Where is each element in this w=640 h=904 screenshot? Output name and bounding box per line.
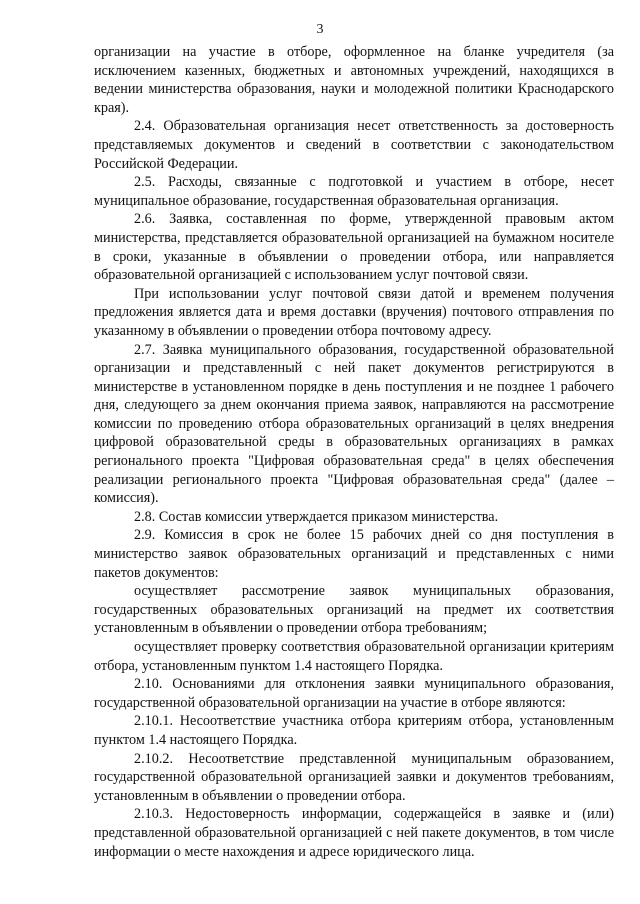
paragraph-2-10-3: 2.10.3. Недостоверность информации, содержащейся в заявке и (или) представленной образовательной организацией с ней пакете документов, в том числе информации о месте нахождения и адресе юридического лица. [94,806,614,860]
paragraph-2-4: 2.4. Образовательная организация несет ответственность за достоверность представляемых документов и сведений в соответствии с законодательством Российской Федерации. [94,118,614,172]
paragraph-2-8: 2.8. Состав комиссии утверждается приказом министерства. [134,508,499,525]
paragraph-continuation: организации на участие в отборе, оформленное на бланке учредителя (за исключением казенных, бюджетных и автономных учреждений, находящихся в ведении министерства образования, науки и молодежной политики Краснодарского края). [94,44,614,116]
paragraph-postal-receipt: При использовании услуг почтовой связи датой и временем получения предложения является дата и время доставки (вручения) почтового отправления по указанному в объявлении о проведении отбора почтовому адресу. [94,285,614,339]
paragraph-2-9-review: осуществляет рассмотрение заявок муниципальных образования, государственных образовательных организаций на предмет их соответствия установленным в объявлении о проведении отбора требованиям; [94,583,614,637]
paragraph-2-7: 2.7. Заявка муниципального образования, государственной образовательной организации и представленный с ней пакет документов регистрируются в министерстве в установленном порядке в день поступления и не позднее 1 рабочего дня, следующего за днем окончания приема заявок, направляются на рассмотрение комиссии по проведению отбора образовательных организаций в целях внедрения цифровой образовательной среды в образовательных организациях в рамках регионального проекта "Цифровая образовательная среда" в целях обеспечения реализации регионального проекта "Цифровая образовательная среда" (далее – комиссия). [94,341,614,507]
paragraph-2-5: 2.5. Расходы, связанные с подготовкой и участием в отборе, несет муниципальное образование, государственная образовательная организация. [94,174,614,209]
paragraph-2-9-check: осуществляет проверку соответствия образовательной организации критериям отбора, установленным пунктом 1.4 настоящего Порядка. [94,639,614,674]
paragraph-2-10: 2.10. Основаниями для отклонения заявки муниципального образования, государственной образовательной организации на участие в отборе являются: [94,676,614,711]
document-body [94,43,614,861]
paragraph-2-6: 2.6. Заявка, составленная по форме, утвержденной правовым актом министерства, представляется образовательной организацией на бумажном носителе в сроки, указанные в объявлении о проведении отбора, или направляется образовательной организацией с использованием услуг почтовой связи. [94,211,614,284]
paragraph-2-10-1: 2.10.1. Несоответствие участника отбора критериям отбора, установленным пунктом 1.4 настоящего Порядка. [94,713,614,748]
page-number: 3 [316,22,324,37]
paragraph-2-10-2: 2.10.2. Несоответствие представленной муниципальным образованием, государственной образовательной организацией заявки и документов требованиям, установленным в объявлении о проведении отбора. [94,750,614,804]
paragraph-2-9: 2.9. Комиссия в срок не более 15 рабочих дней со дня поступления в министерство заявок образовательных организаций и представленных с ними пакетов документов: [94,527,614,581]
